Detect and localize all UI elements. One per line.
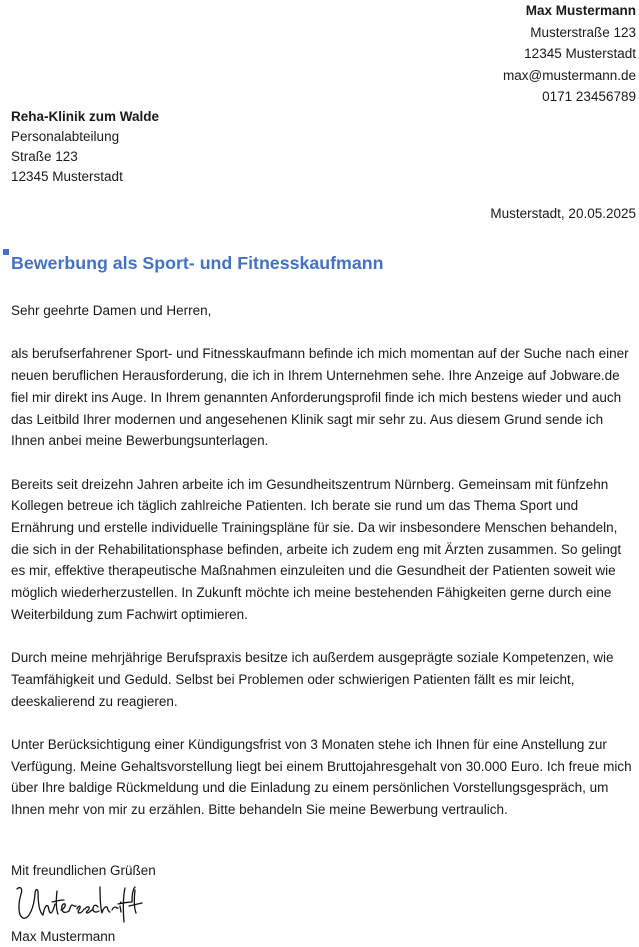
closing: Mit freundlichen Grüßen xyxy=(11,863,156,878)
paragraph-1: als berufserfahrener Sport- und Fitnesskaufmann befinde ich mich momentan auf der Suche nach einer neuen beruflichen Herausforderung, die ich in Ihrem Unternehmen sehe. Ihre Anzeige auf Jobware.de fiel mir direkt ins Auge. In Ihrem genannten Anforderungsprofil finde ich mich bestens wieder und auch das Leitbild Ihrer modernen und angesehenen Klinik sagt mir sehr zu. Aus diesem Grund sende ich Ihnen anbei meine Bewerbungsunterlagen. xyxy=(11,346,629,449)
paragraph-2: Bereits seit dreizehn Jahren arbeite ich im Gesundheitszentrum Nürnberg. Gemeinsam mit fünfzehn Kollegen betreue ich täglich zahlreiche Patienten. Ich berate sie rund um das Thema Sport und Ernährung und erstelle individuelle Trainingspläne für sie. Da wir insbesondere Menschen behandeln, die sich in der Rehabilitationsphase befinden, arbeite ich zudem eng mit Ärzten zusammen. So gelingt es mir, effektive therapeutische Maßnahmen einzuleiten und die Gesundheit der Patienten soweit wie möglich wiederherzustellen. In Zukunft möchte ich meine bestehenden Fähigkeiten gerne durch eine Weiterbildung zum Fachwirt optimieren. xyxy=(11,476,622,622)
paragraph-3: Durch meine mehrjährige Berufspraxis besitze ich außerdem ausgeprägte soziale Kompetenzen, wie Teamfähigkeit und Geduld. Selbst bei Problemen oder schwierigen Patienten fällt es mir leicht, deeskalierend zu reagieren. xyxy=(11,650,614,709)
sender-phone: 0171 23456789 xyxy=(542,89,636,105)
sender-email: max@mustermann.de xyxy=(502,67,636,83)
heading-marker xyxy=(3,249,9,255)
sender-street: Musterstraße 123 xyxy=(530,24,636,40)
letter-date: Musterstadt, 20.05.2025 xyxy=(490,206,636,221)
paragraph-4: Unter Berücksichtigung einer Kündigungsfrist von 3 Monaten stehe ich Ihnen für eine Anstellung zur Verfügung. Meine Gehaltsvorstellung liegt bei einem Bruttojahresgehalt von 30.000 Euro. Ich freue mich über Ihre baldige Rückmeldung und die Einladung zu einem persönlichen Vorstellungsgespräch, um Ihnen mehr von mir zu erzählen. Bitte behandeln Sie meine Bewerbung vertraulich. xyxy=(11,737,632,818)
sender-name: Max Mustermann xyxy=(525,3,636,18)
handwritten-signature xyxy=(14,882,144,926)
salutation: Sehr geehrte Damen und Herren, xyxy=(11,303,212,318)
recipient-street: Straße 123 xyxy=(11,149,78,164)
sender-block xyxy=(503,0,636,108)
recipient-name: Reha-Klinik zum Walde xyxy=(11,109,160,124)
signed-name: Max Mustermann xyxy=(11,929,116,944)
sender-city: 12345 Musterstadt xyxy=(524,46,636,62)
recipient-department: Personalabteilung xyxy=(11,129,120,144)
letter-body xyxy=(11,300,637,843)
recipient-block xyxy=(11,107,159,187)
recipient-city: 12345 Musterstadt xyxy=(11,169,123,184)
subject-heading: Bewerbung als Sport- und Fitnesskaufmann xyxy=(11,253,384,273)
